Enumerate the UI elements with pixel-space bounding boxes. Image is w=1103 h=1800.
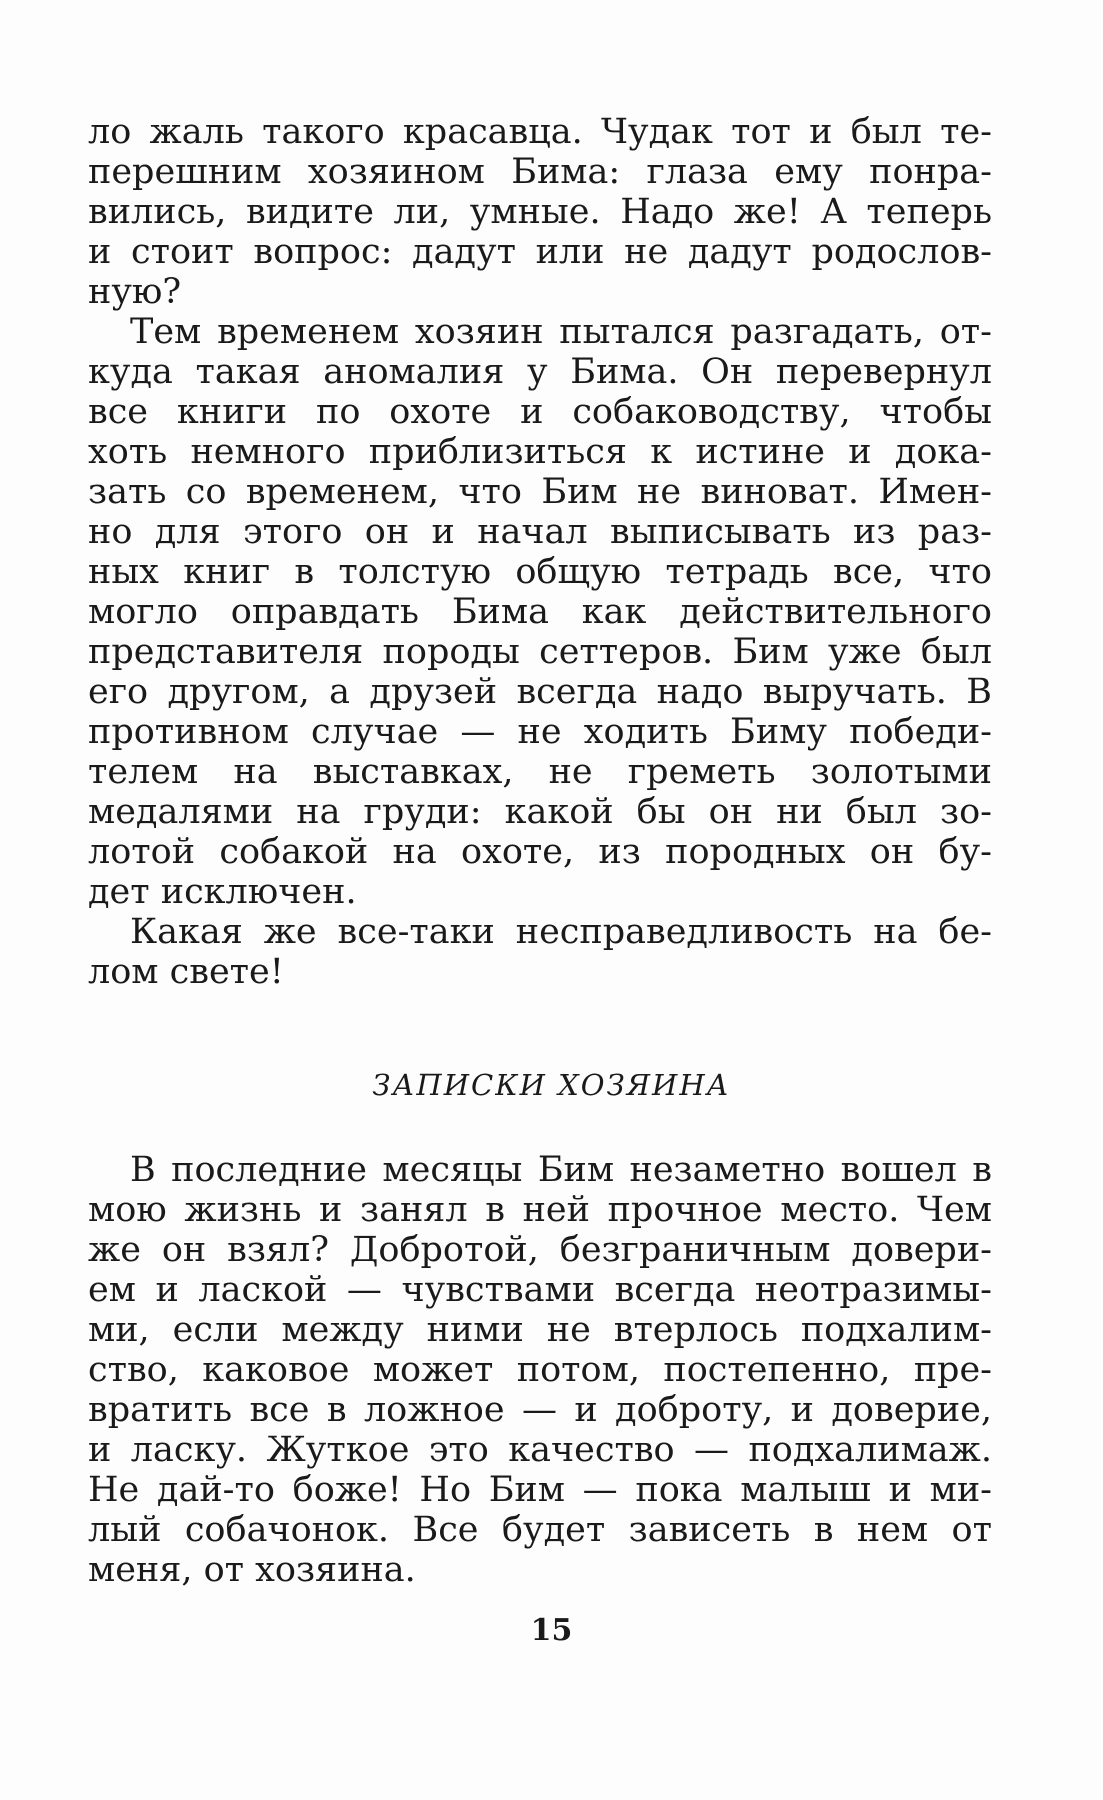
text-line: хоть немного приблизиться к истине и дока-: [88, 432, 992, 472]
text-line: Тем временем хозяин пытался разгадать, от-: [130, 312, 992, 352]
text-line: его другом, а друзей всегда надо выручать. В: [88, 672, 992, 712]
text-line: Какая же все-таки несправедливость на бе-: [130, 912, 992, 952]
text-line: и ласку. Жуткое это качество — подхалимаж.: [88, 1430, 992, 1470]
text-line: куда такая аномалия у Бима. Он перевернул: [88, 352, 992, 392]
text-line: ную?: [88, 272, 182, 312]
text-line: но для этого он и начал выписывать из раз-: [88, 512, 992, 552]
text-line: могло оправдать Бима как действительного: [88, 592, 992, 632]
text-line: ло жаль такого красавца. Чудак тот и был те-: [88, 112, 992, 152]
text-line: противном случае — не ходить Биму победи-: [88, 712, 992, 752]
text-line: зать со временем, что Бим не виноват. Имен-: [88, 472, 992, 512]
text-line: все книги по охоте и собаководству, чтобы: [88, 392, 992, 432]
text-line: ем и лаской — чувствами всегда неотразимы-: [88, 1270, 992, 1310]
text-line: лый собачонок. Все будет зависеть в нем от: [88, 1510, 992, 1550]
text-line: дет исключен.: [88, 872, 357, 912]
text-line: ных книг в толстую общую тетрадь все, что: [88, 552, 992, 592]
section-heading: ЗАПИСКИ ХОЗЯИНА: [372, 1068, 731, 1102]
text-line: перешним хозяином Бима: глаза ему понра-: [88, 152, 992, 192]
page-number: 15: [530, 1613, 573, 1648]
text-line: В последние месяцы Бим незаметно вошел в: [130, 1150, 992, 1190]
text-line: Не дай-то боже! Но Бим — пока малыш и ми-: [88, 1470, 992, 1510]
text-line: же он взял? Добротой, безграничным довери-: [88, 1230, 992, 1270]
text-line: вились, видите ли, умные. Надо же! А теперь: [88, 192, 992, 232]
text-line: лом свете!: [88, 952, 284, 992]
text-line: мою жизнь и занял в ней прочное место. Чем: [88, 1190, 992, 1230]
text-line: телем на выставках, не греметь золотыми: [88, 752, 992, 792]
text-line: вратить все в ложное — и доброту, и доверие,: [88, 1390, 992, 1430]
text-line: меня, от хозяина.: [88, 1550, 416, 1590]
text-line: представителя породы сеттеров. Бим уже был: [88, 632, 992, 672]
text-line: ство, каковое может потом, постепенно, пре-: [88, 1350, 992, 1390]
text-line: и стоит вопрос: дадут или не дадут родослов-: [88, 232, 992, 272]
text-line: медалями на груди: какой бы он ни был зо-: [88, 792, 992, 832]
text-line: лотой собакой на охоте, из породных он бу-: [88, 832, 992, 872]
text-line: ми, если между ними не втерлось подхалим-: [88, 1310, 992, 1350]
